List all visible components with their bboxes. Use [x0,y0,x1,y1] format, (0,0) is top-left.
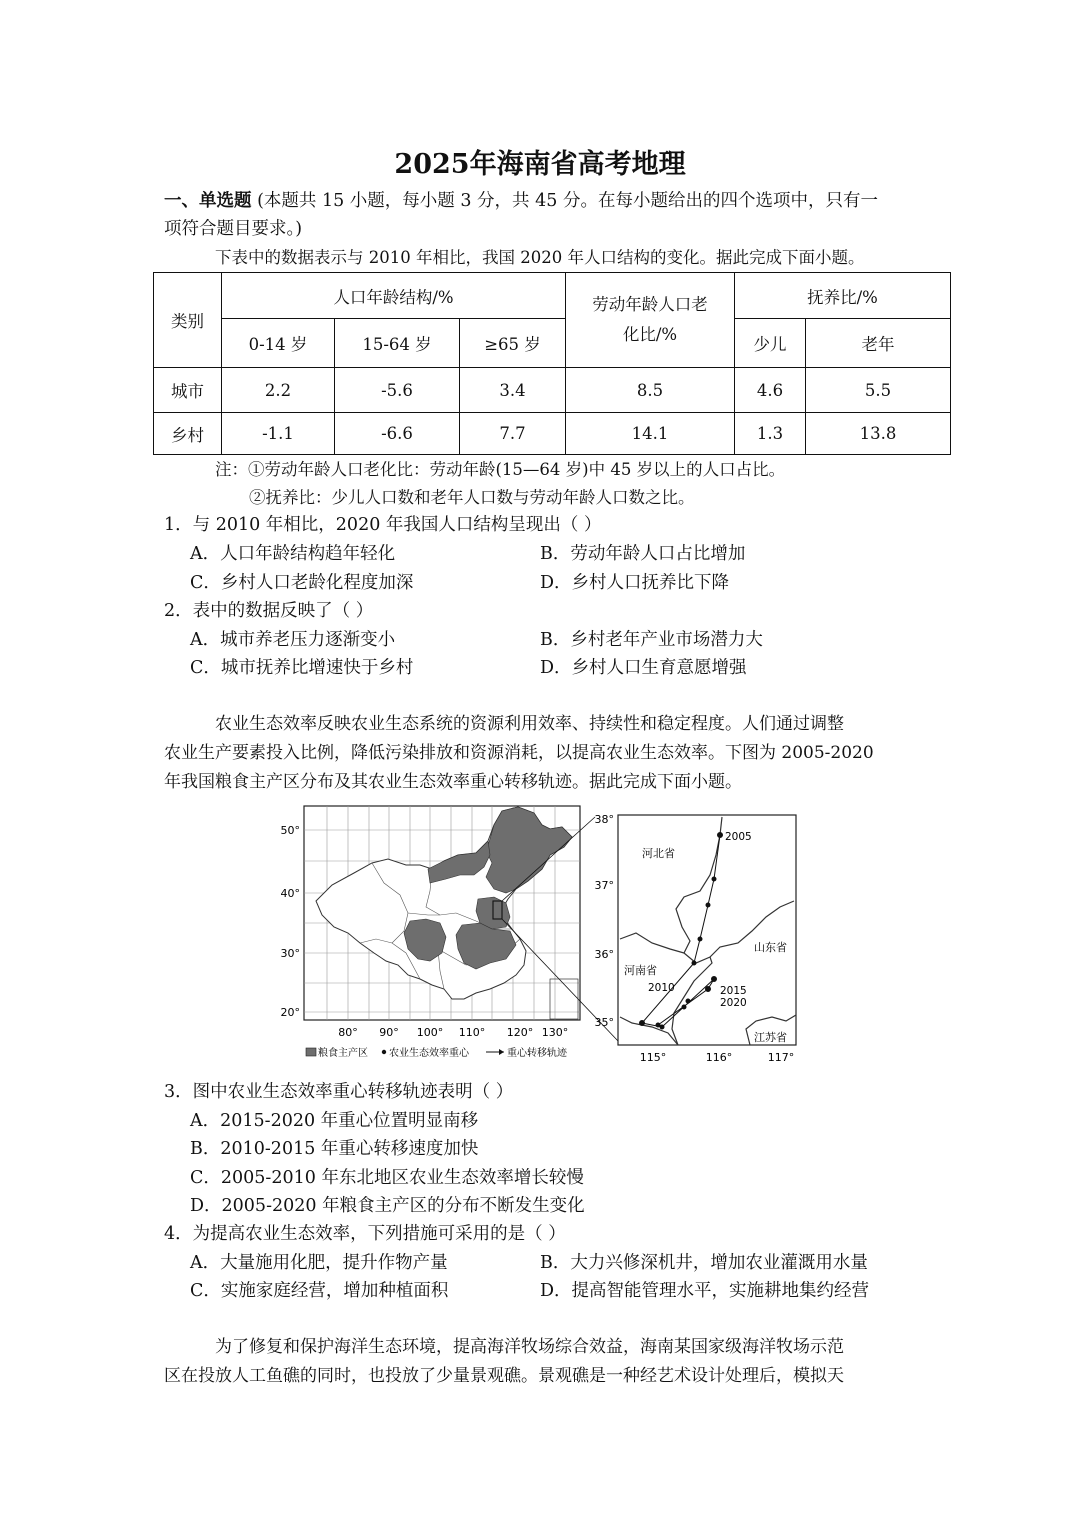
table-cell: 14.1 [566,413,735,455]
lon-label: 90° [379,1026,399,1039]
inset-lon-label: 117° [767,1051,795,1064]
table-cell: 2.2 [222,368,335,413]
note-2: ②抚养比：少儿人口数和老年人口数与劳动年龄人口数之比。 [249,488,695,507]
question-1-option-d[interactable]: D．乡村人口抚养比下降 [540,573,730,593]
province-shandong-label: 山东省 [754,941,787,954]
question-2-option-b[interactable]: B．乡村老年产业市场潜力大 [540,630,763,650]
center-2005 [718,833,723,838]
row-label: 城市 [154,368,222,413]
table-row [154,413,951,455]
row-label: 乡村 [154,413,222,455]
header-dependency-ratio: 抚养比/% [735,273,951,319]
table-cell: -5.6 [335,368,460,413]
table-cell: 3.4 [460,368,566,413]
year-2005-label: 2005 [725,831,752,843]
inset-lat-label: 36° [594,948,614,961]
passage-3-line-2: 区在投放人工鱼礁的同时，也投放了少量景观礁。景观礁是一种经艺术设计处理后，模拟天 [164,1366,844,1386]
lon-label: 120° [506,1026,534,1039]
subheader-old: 老年 [806,319,951,368]
subheader-15-64: 15-64 岁 [335,319,460,368]
question-1-option-a[interactable]: A．人口年龄结构趋年轻化 [190,544,396,564]
table-cell: -1.1 [222,413,335,455]
question-4-option-a[interactable]: A．大量施用化肥，提升作物产量 [190,1253,448,1273]
question-4-option-c[interactable]: C．实施家庭经营，增加种植面积 [190,1281,449,1301]
question-4-option-d[interactable]: D．提高智能管理水平，实施耕地集约经营 [540,1281,870,1301]
table-cell: 5.5 [806,368,951,413]
table-cell: 1.3 [735,413,806,455]
header-category: 类别 [154,273,222,368]
question-3-option-d[interactable]: D．2005-2020 年粮食主产区的分布不断发生变化 [190,1196,585,1216]
lon-label: 130° [541,1026,569,1039]
grain-area-map-figure [280,803,810,1065]
question-4-stem: 4．为提高农业生态效率，下列措施可采用的是（ ） [164,1224,566,1244]
province-henan-label: 河南省 [624,964,657,977]
question-1-option-b[interactable]: B．劳动年龄人口占比增加 [540,544,746,564]
south-sea-box [550,979,578,1019]
lat-label: 20° [280,1006,300,1019]
year-2010-label: 2010 [648,982,675,994]
legend-track-label: 重心转移轨迹 [507,1048,567,1059]
lat-label: 40° [280,887,300,900]
question-3-stem: 3．图中农业生态效率重心转移轨迹表明（ ） [164,1082,514,1102]
inset-lat-label: 37° [594,879,614,892]
note-1: 注：①劳动年龄人口老化比：劳动年龄(15—64 岁)中 45 岁以上的人口占比。 [215,460,786,479]
question-3-option-b[interactable]: B．2010-2015 年重心转移速度加快 [190,1139,479,1159]
question-1-option-c[interactable]: C．乡村人口老龄化程度加深 [190,573,414,593]
table-cell: 4.6 [735,368,806,413]
population-table [153,272,951,455]
section-heading: 一、单选题 [164,191,252,211]
question-1-stem: 1．与 2010 年相比，2020 年我国人口结构呈现出（ ） [164,515,602,535]
passage-2-line-1: 农业生态效率反映农业生态系统的资源利用效率、持续性和稳定程度。人们通过调整 [215,714,844,734]
passage-2-line-2: 农业生产要素投入比例，降低污染排放和资源消耗，以提高农业生态效率。下图为 2005-2020 [164,743,874,763]
inset-lat-label: 35° [594,1016,614,1029]
table-row [154,368,951,413]
section-header [164,189,878,213]
inset-lon-label: 116° [705,1051,733,1064]
passage-2-line-3: 年我国粮食主产区分布及其农业生态效率重心转移轨迹。据此完成下面小题。 [164,772,742,792]
question-3-option-a[interactable]: A．2015-2020 年重心位置明显南移 [190,1111,479,1131]
legend-track-arrow [499,1049,504,1055]
year-2020-label: 2020 [720,997,747,1009]
header-labor-aging-l1: 劳动年龄人口老 [592,295,708,314]
province-hebei-label: 河北省 [642,847,675,860]
subheader-0-14: 0-14 岁 [222,319,335,368]
lon-label: 100° [416,1026,444,1039]
subheader-65-plus: ≥65 岁 [460,319,566,368]
page-title: 2025年海南省高考地理 [394,149,686,180]
center-2020 [706,987,711,992]
table-cell: 8.5 [566,368,735,413]
section-description: (本题共 15 小题，每小题 3 分，共 45 分。在每小题给出的四个选项中，只有一 [257,191,878,211]
question-2-option-d[interactable]: D．乡村人口生育意愿增强 [540,658,747,678]
header-labor-aging-l2: 化比/% [622,325,678,344]
question-2-option-c[interactable]: C．城市抚养比增速快于乡村 [190,658,414,678]
legend-area-label: 粮食主产区 [318,1048,368,1059]
question-4-option-b[interactable]: B．大力兴修深机井，增加农业灌溉用水量 [540,1253,868,1273]
header-age-structure: 人口年龄结构/% [222,273,566,319]
legend-area-swatch [306,1048,316,1056]
legend-point-marker [382,1050,386,1054]
intro-text-1: 下表中的数据表示与 2010 年相比，我国 2020 年人口结构的变化。据此完成下面小题。 [215,248,865,267]
lon-label: 80° [338,1026,358,1039]
center-2015 [712,977,717,982]
table-cell: -6.6 [335,413,460,455]
center-2010 [640,1021,645,1026]
lat-label: 30° [280,947,300,960]
lat-label: 50° [280,824,300,837]
legend-point-label: 农业生态效率重心 [389,1048,469,1059]
year-2015-label: 2015 [720,985,747,997]
passage-3-line-1: 为了修复和保护海洋生态环境，提高海洋牧场综合效益，海南某国家级海洋牧场示范 [215,1337,844,1357]
lon-label: 110° [458,1026,486,1039]
question-3-option-c[interactable]: C．2005-2010 年东北地区农业生态效率增长较慢 [190,1168,584,1188]
question-2-option-a[interactable]: A．城市养老压力逐渐变小 [190,630,396,650]
inset-lat-label: 38° [594,813,614,826]
section-description-cont: 项符合题目要求。) [164,219,303,239]
question-2-stem: 2．表中的数据反映了（ ） [164,601,374,621]
inset-lon-label: 115° [639,1051,667,1064]
table-cell: 13.8 [806,413,951,455]
header-labor-aging [566,273,735,368]
province-jiangsu-label: 江苏省 [754,1031,787,1044]
subheader-child: 少儿 [735,319,806,368]
table-cell: 7.7 [460,413,566,455]
